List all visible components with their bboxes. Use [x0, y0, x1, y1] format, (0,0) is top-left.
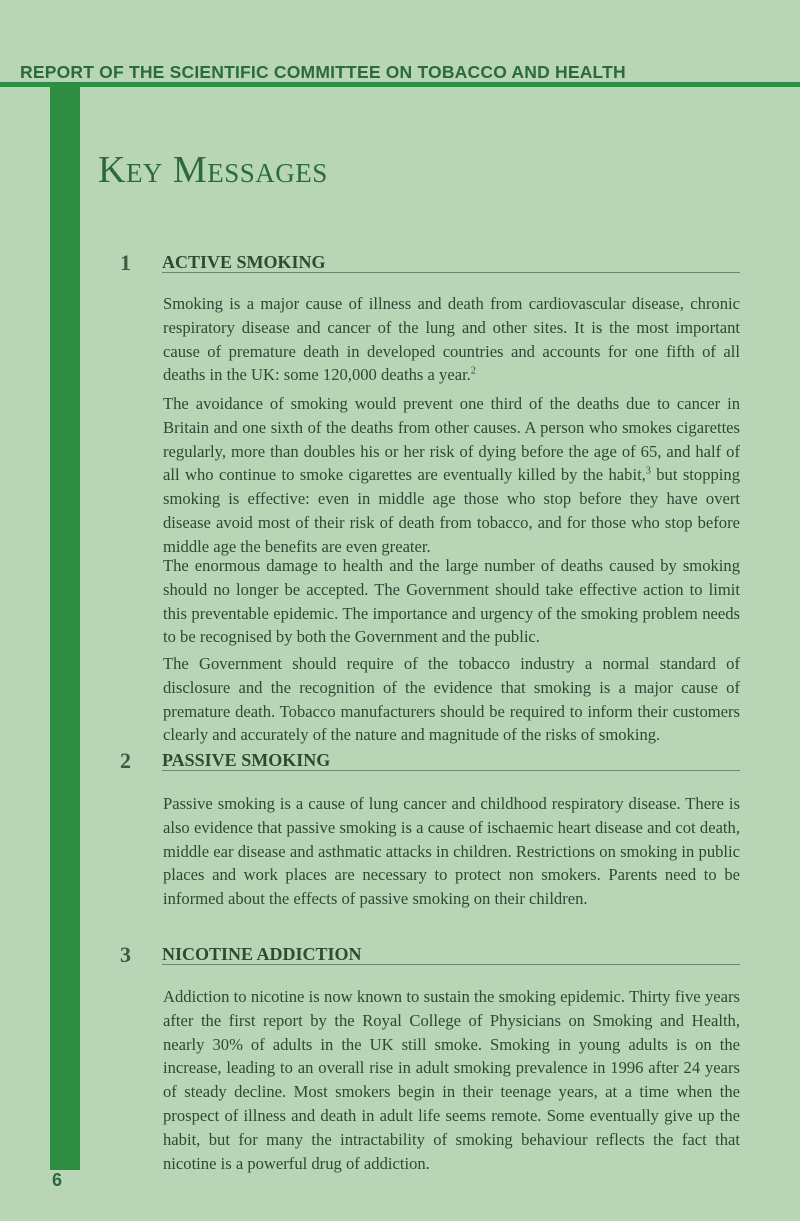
section-heading: ACTIVE SMOKING: [162, 252, 740, 273]
paragraph: Passive smoking is a cause of lung cancer and childhood respiratory disease. There is also evidence that passive smoking is a cause of ischaemic heart disease and cot death, middle ear disease and asthmatic attacks in children. Restrictions on smoking in public places and work places are necessary to protect non smokers. Parents need to be informed about the effects of passive smoking on their children.: [163, 794, 740, 909]
paragraph: The avoidance of smoking would prevent one third of the deaths due to cancer in Britain and one sixth of the deaths from other causes. A person who smokes cigarettes regularly, more than doubles his or her risk of dying before the age of 65, and half of all who continue to smoke cigarettes are eventually killed by the habit,$^3$ but stopping smoking is effective: even in middle age those who stop before they have overt disease avoid most of their risk of death from tobacco, and for those who stop before middle age the benefits are even greater.: [163, 394, 740, 556]
paragraph: The enormous damage to health and the large number of deaths caused by smoking should no longer be accepted. The Government should take effective action to limit this preventable epidemic. The importance and urgency of the smoking problem needs to be recognised by both the Government and the public.: [163, 556, 740, 647]
paragraph: Smoking is a major cause of illness and death from cardiovascular disease, chronic respiratory disease and cancer of the lung and other sites. It is the most important cause of premature death in developed countries and accounts for one fifth of all deaths in the UK: some 120,000 deaths a year.$^2$: [163, 294, 740, 385]
page-number: 6: [52, 1170, 63, 1190]
section-heading: NICOTINE ADDICTION: [162, 944, 740, 965]
footnote-ref: 2: [470, 365, 476, 377]
side-color-bar: [50, 87, 80, 1170]
running-title: REPORT OF THE SCIENTIFIC COMMITTEE ON TOBACCO AND HEALTH: [20, 62, 626, 82]
page-title: Key Messages: [98, 149, 328, 191]
section-number: 3: [120, 942, 131, 967]
footnote-ref: 3: [645, 465, 651, 477]
header-rule: [0, 82, 800, 87]
section-number: 2: [120, 748, 131, 773]
section-number: 1: [120, 250, 131, 275]
section-heading: PASSIVE SMOKING: [162, 750, 740, 771]
paragraph: Addiction to nicotine is now known to sustain the smoking epidemic. Thirty five years after the first report by the Royal College of Physicians on Smoking and Health, nearly 30% of adults in the UK still smoke. Smoking in young adults is on the increase, leading to an overall rise in adult smoking prevalence in 1996 after 24 years of steady decline. Most smokers begin in their teenage years, at a time when the prospect of illness and death in adult life seems remote. Some eventually give up the habit, but for many the intractability of smoking behaviour reflects the fact that nicotine is a powerful drug of addiction.: [163, 987, 740, 1173]
paragraph: The Government should require of the tobacco industry a normal standard of disclosure and the recognition of the evidence that smoking is a major cause of premature death. Tobacco manufacturers should be required to inform their customers clearly and accurately of the nature and magnitude of the risks of smoking.: [163, 654, 740, 745]
